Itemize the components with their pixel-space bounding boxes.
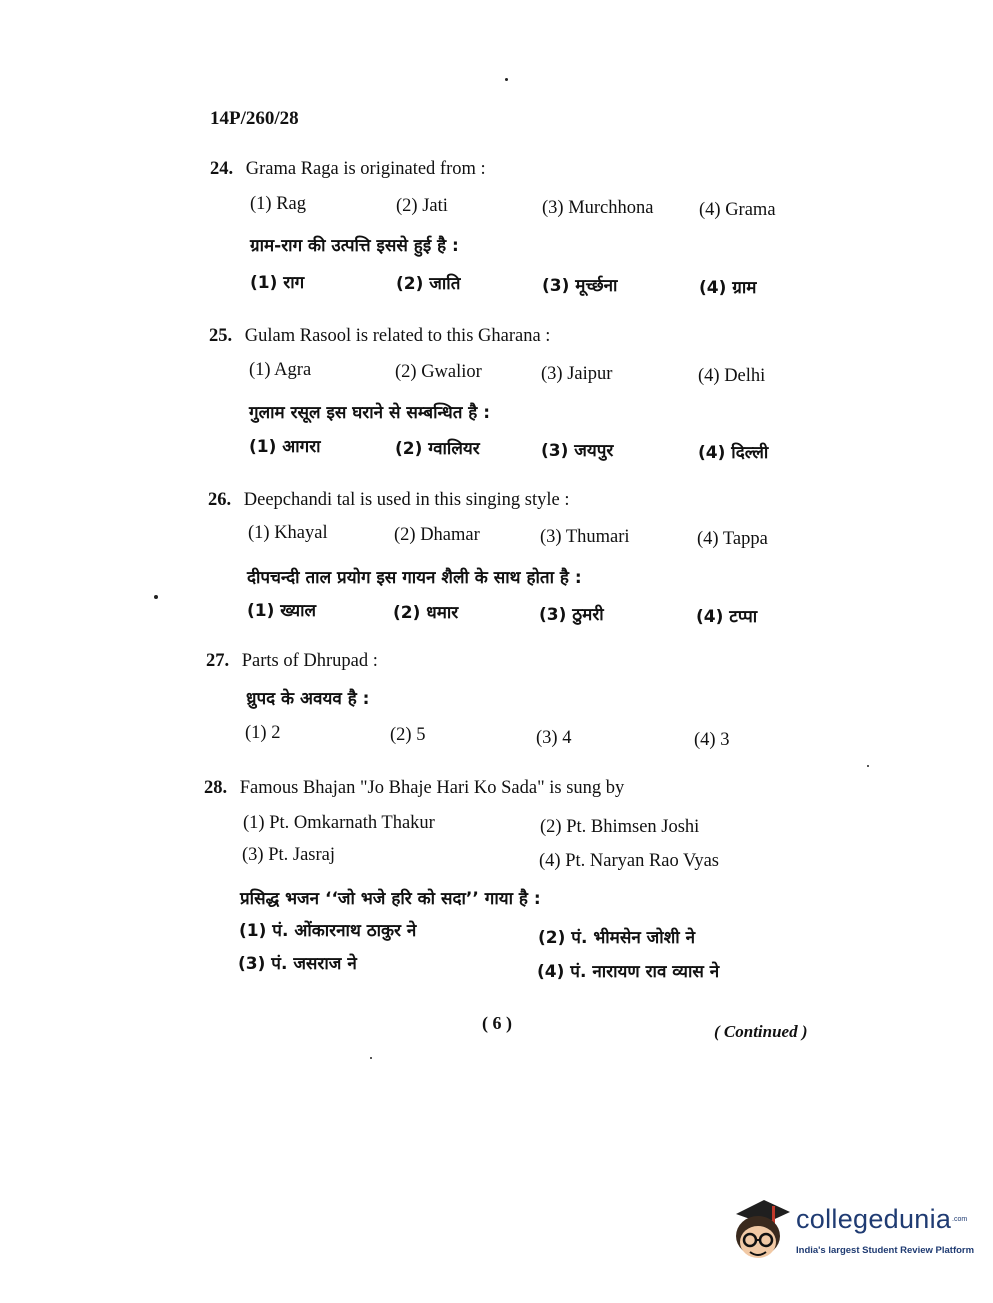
paper-code: 14P/260/28 [210,108,299,129]
question-26 [208,490,570,511]
question-number: 25. [209,326,233,346]
continued-label: ( Continued ) [714,1022,808,1041]
scan-speck [505,78,508,81]
option-28-hi-3: (3) पं. जसराज ने [238,954,357,974]
question-number: 26. [208,490,232,510]
scan-speck [154,595,158,599]
option-24-hi-2: (2) जाति [396,274,461,294]
brand-name: collegedunia [796,1204,952,1234]
option-25-hi-4: (4) दिल्ली [698,443,769,463]
scan-speck [867,765,869,767]
option-27-4: (4) 3 [694,730,730,750]
question-text: Famous Bhajan "Jo Bhaje Hari Ko Sada" is sung by [239,778,625,798]
option-25-hi-2: (2) ग्वालियर [395,439,480,459]
option-27-1: (1) 2 [245,723,281,743]
option-27-3: (3) 4 [536,728,572,748]
question-number: 24. [210,159,234,179]
option-28-en-3: (3) Pt. Jasraj [242,845,335,865]
option-26-en-1: (1) Khayal [248,523,328,543]
option-26-hi-4: (4) टप्पा [696,607,758,627]
question-27 [206,651,378,672]
option-25-hi-3: (3) जयपुर [541,441,614,461]
question-text: Deepchandi tal is used in this singing style : [243,490,570,510]
option-25-en-2: (2) Gwalior [395,362,482,382]
scan-speck [370,1057,372,1059]
brand-suffix: .com [952,1216,968,1223]
option-25-en-4: (4) Delhi [698,366,766,386]
question-text: Parts of Dhrupad : [241,651,378,671]
brand-tagline: India's largest Student Review Platform [796,1245,975,1256]
option-26-hi-3: (3) ठुमरी [539,605,604,625]
page-number: ( 6 ) [482,1013,512,1033]
option-28-en-2: (2) Pt. Bhimsen Joshi [540,817,700,837]
option-25-en-1: (1) Agra [249,360,312,380]
question-26-hindi: दीपचन्दी ताल प्रयोग इस गायन शैली के साथ होता है : [247,568,582,588]
question-28 [204,778,624,799]
question-24 [210,159,486,180]
question-number: 27. [206,651,230,671]
option-28-hi-2: (2) पं. भीमसेन जोशी ने [538,928,696,948]
option-24-en-2: (2) Jati [396,196,448,216]
option-25-en-3: (3) Jaipur [541,364,613,384]
option-24-en-4: (4) Grama [699,200,776,220]
option-25-hi-1: (1) आगरा [249,437,321,457]
option-24-hi-4: (4) ग्राम [699,278,757,298]
option-24-hi-3: (3) मूर्च्छना [542,276,618,296]
option-27-2: (2) 5 [390,725,426,745]
option-26-en-4: (4) Tappa [697,529,768,549]
question-28-hindi: प्रसिद्ध भजन ‘‘जो भजे हरि को सदा’’ गाया है : [240,889,541,909]
option-24-en-3: (3) Murchhona [542,198,654,218]
option-24-hi-1: (1) राग [250,273,305,293]
option-28-en-1: (1) Pt. Omkarnath Thakur [243,813,435,833]
option-26-hi-2: (2) धमार [393,603,459,623]
question-text: Gulam Rasool is related to this Gharana : [244,326,551,346]
option-28-hi-1: (1) पं. ओंकारनाथ ठाकुर ने [239,921,417,941]
student-mascot-icon [728,1196,792,1266]
option-26-hi-1: (1) ख्याल [247,601,317,621]
question-27-hindi: ध्रुपद के अवयव है : [246,689,370,709]
option-26-en-3: (3) Thumari [540,527,630,547]
option-28-hi-4: (4) पं. नारायण राव व्यास ने [537,962,720,982]
option-24-en-1: (1) Rag [250,194,306,214]
question-25-hindi: गुलाम रसूल इस घराने से सम्बन्धित है : [249,403,491,423]
question-number: 28. [204,778,228,798]
question-text: Grama Raga is originated from : [245,159,486,179]
question-24-hindi: ग्राम-राग की उत्पत्ति इससे हुई है : [250,236,459,256]
option-28-en-4: (4) Pt. Naryan Rao Vyas [539,851,720,871]
option-26-en-2: (2) Dhamar [394,525,480,545]
question-25 [209,326,550,347]
